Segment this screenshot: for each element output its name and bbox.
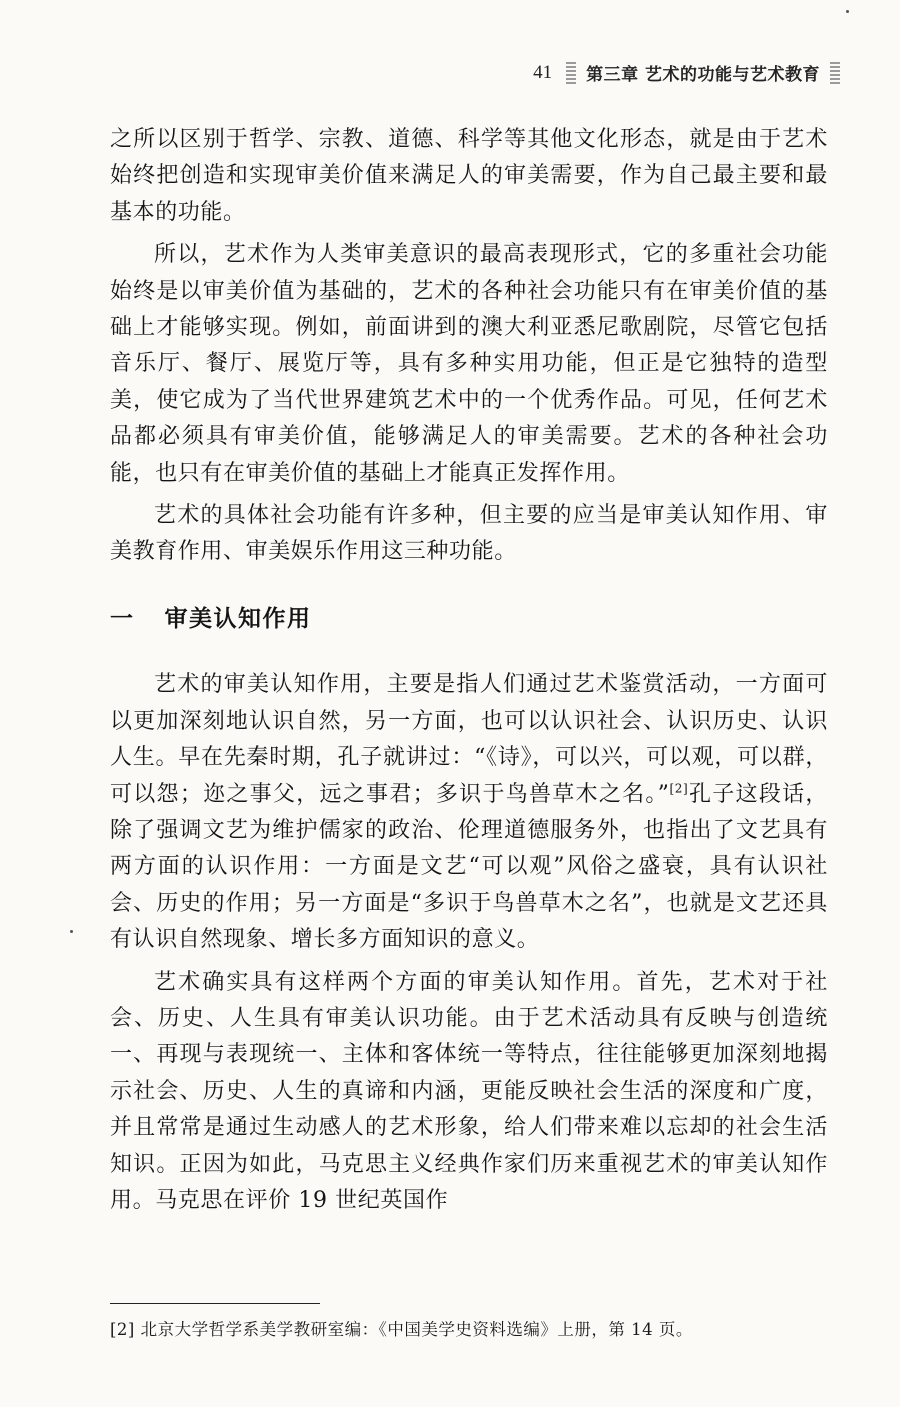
running-header [533, 60, 840, 85]
section-heading [110, 601, 828, 637]
cognition-text-part2: 孔子这段话，除了强调文艺为维护儒家的政治、伦理道德服务外，也指出了文艺具有两方面的认识作用：一方面是文艺“可以观”风俗之盛衰，具有认识社会、历史的作用；另一方面是“多识于鸟兽草木之名”，也就是文艺还具有认识自然现象、增长多方面知识的意义。 [110, 781, 828, 953]
paragraph-three-functions: 艺术的具体社会功能有许多种，但主要的应当是审美认知作用、审美教育作用、审美娱乐作用这三种功能。 [110, 503, 828, 565]
paragraph-two-aspects: 艺术确实具有这样两个方面的审美认知作用。首先，艺术对于社会、历史、人生具有审美认识功能。由于艺术活动具有反映与创造统一、再现与表现统一、主体和客体统一等特点，往往能够更加深刻地揭示社会、历史、人生的真谛和内涵，更能反映社会生活的深度和广度，并且常常是通过生动感人的艺术形象，给人们带来难以忘却的社会生活知识。正因为如此，马克思主义经典作家们历来重视艺术的审美认知作用。马克思在评价 19 世纪英国作 [110, 969, 828, 1213]
footnote: [2] 北京大学哲学系美学教研室编：《中国美学史资料选编》上册，第 14 页。 [110, 1320, 693, 1339]
footnote-divider [110, 1303, 320, 1304]
header-ornament-left [566, 62, 576, 84]
footnote-reference[interactable]: [2] [669, 781, 689, 796]
section-title: 审美认知作用 [164, 605, 312, 632]
paragraph-continuation: 之所以区别于哲学、宗教、道德、科学等其他文化形态，就是由于艺术始终把创造和实现审美价值来满足人的审美需要，作为自己最主要和最基本的功能。 [110, 127, 828, 225]
section-number: 一 [110, 605, 135, 632]
paper-speck [70, 930, 73, 933]
paragraph-cognition [110, 667, 828, 958]
cognition-text-part1: 艺术的审美认知作用，主要是指人们通过艺术鉴赏活动，一方面可以更加深刻地认识自然，另一方面，也可以认识社会、认识历史、认识人生。早在先秦时期，孔子就讲过：“《诗》，可以兴，可以观，可以群，可以怨；迩之事父，远之事君；多识于鸟兽草木之名。” [110, 672, 828, 807]
page-body [110, 122, 828, 1219]
paper-speck [846, 10, 849, 13]
page-number: 41 [533, 61, 553, 83]
paragraph-aesthetic-value: 所以，艺术作为人类审美意识的最高表现形式，它的多重社会功能始终是以审美价值为基础的，艺术的各种社会功能只有在审美价值的基础上才能够实现。例如，前面讲到的澳大利亚悉尼歌剧院，尽管它包括音乐厅、餐厅、展览厅等，具有多种实用功能，但正是它独特的造型美，使它成为了当代世界建筑艺术中的一个优秀作品。可见，任何艺术品都必须具有审美价值，能够满足人的审美需要。艺术的各种社会功能，也只有在审美价值的基础上才能真正发挥作用。 [110, 242, 828, 486]
chapter-title: 第三章 艺术的功能与艺术教育 [586, 65, 820, 85]
header-ornament-right [830, 62, 840, 84]
